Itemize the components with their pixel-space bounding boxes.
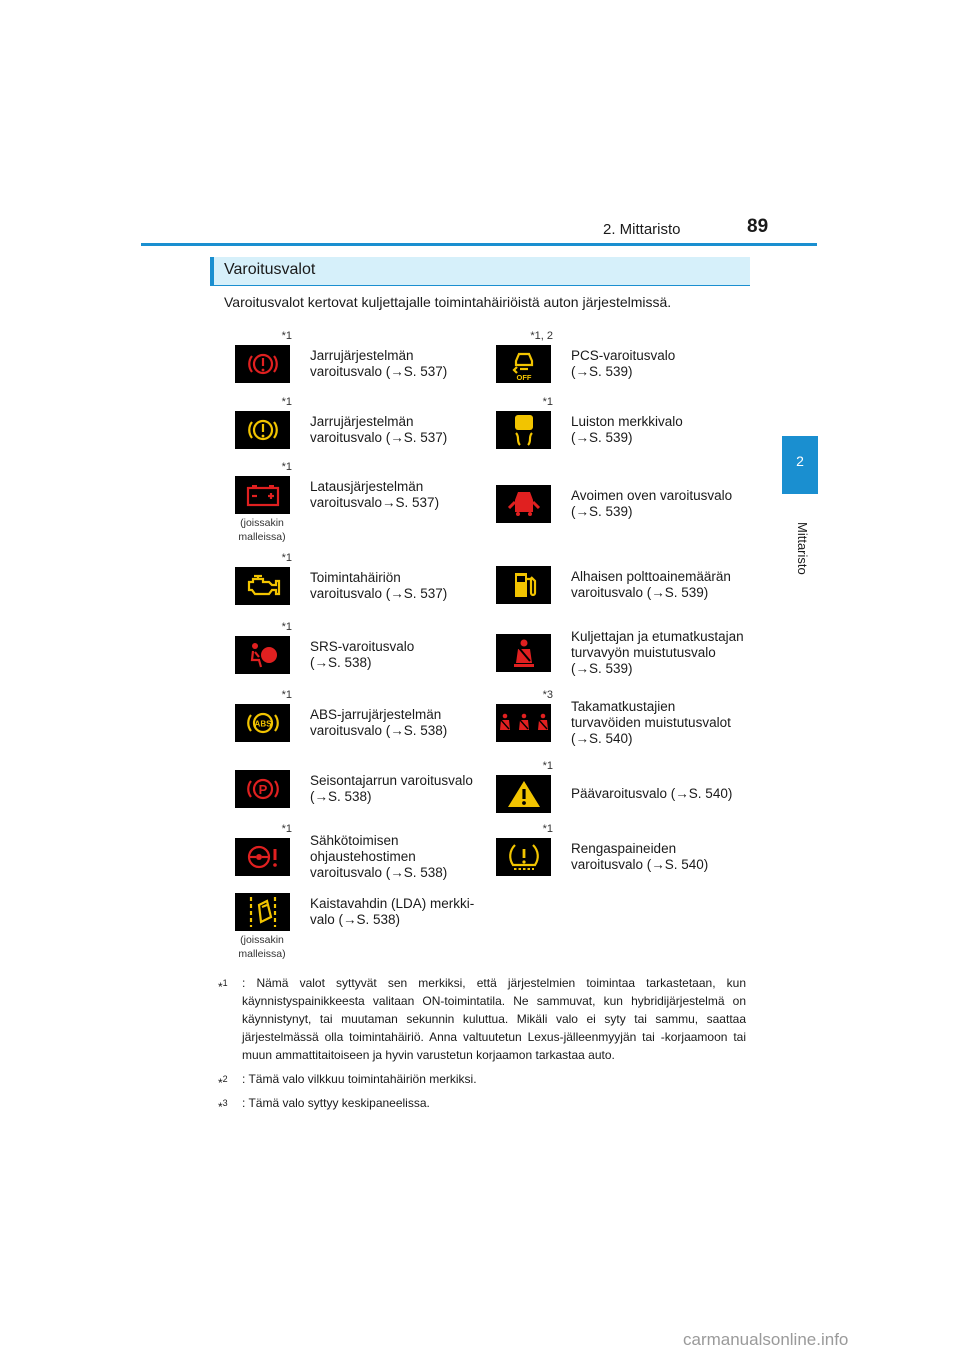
section-header	[210, 257, 750, 286]
footnote-text: : Nämä valot syttyvät sen merkiksi, että järjestelmien toimintaa tarkastetaan, kun käynnistyspainikkeesta valitaan ON-toimintatila. Ne sammuvat, kun hybridijärjestelmä on käynnistynyt, tai muutaman sekunnin kuluttua. Mikäli valo ei syty tai sammu, saattaa järjestelmässä olla toimintahäiriö. Anna valtuutetun Lexus-jälleenmyyjän tai -korjaamoon tai muun ammattitaitoiseen ja hyvin varustetun korjaamon tarkastaa auto.	[242, 976, 746, 1062]
description-line: ABS-jarrujärjestelmän	[310, 707, 442, 722]
description-line: Jarrujärjestelmän	[310, 348, 414, 363]
description-line: varoitusvalo (→S. 539)	[571, 585, 709, 600]
description-line: (→S. 539)	[571, 504, 633, 519]
description-line: (→S. 540)	[571, 731, 633, 746]
footnote-3	[218, 1094, 746, 1112]
footnote-reference: *1	[542, 396, 553, 408]
footnote-2	[218, 1070, 746, 1088]
description-line: Rengaspaineiden	[571, 841, 677, 856]
description-line: Jarrujärjestelmän	[310, 414, 414, 429]
footnotes	[218, 974, 746, 1118]
indicator-description	[310, 896, 474, 928]
brake-circle-icon-tile	[235, 345, 290, 383]
description-line: Päävaroitusvalo (→S. 540)	[571, 786, 733, 801]
svg-text:P: P	[258, 782, 267, 797]
description-line: SRS-varoitusvalo	[310, 639, 415, 654]
description-line: Kuljettajan ja etumatkustajan	[571, 629, 744, 644]
header-rule	[141, 243, 817, 246]
tire-pressure-icon	[506, 841, 542, 873]
fuel-pump-icon-tile	[496, 566, 551, 604]
brake-circle-icon-tile	[235, 411, 290, 449]
description-line: varoitusvalo (→S. 537)	[310, 586, 448, 601]
description-line: varoitusvalo (→S. 537)	[310, 430, 448, 445]
description-line: turvavyön muistutusvalo	[571, 645, 716, 660]
skid-indicator-icon	[508, 413, 540, 447]
footnote-1	[218, 974, 746, 1064]
engine-icon-tile	[235, 567, 290, 605]
seatbelt-icon	[507, 637, 541, 669]
brake-circle-icon	[246, 415, 280, 445]
parking-brake-icon	[245, 774, 281, 804]
footnote-reference: *1	[281, 621, 292, 633]
abs-icon-tile	[235, 704, 290, 742]
chapter-tab-label: Mittaristo	[795, 522, 810, 575]
indicator-description	[310, 707, 447, 739]
description-line: varoitusvalo (→S. 540)	[571, 857, 709, 872]
intro-text: Varoitusvalot kertovat kuljettajalle toimintahäiriöistä auton järjestelmissä.	[224, 294, 672, 310]
airbag-icon-tile	[235, 636, 290, 674]
indicator-description	[571, 348, 675, 380]
indicator-description	[571, 414, 683, 446]
model-availability-note: (joissakin malleissa)	[238, 517, 286, 543]
indicator-description	[310, 639, 414, 671]
description-line: Seisontajarrun varoitusvalo	[310, 773, 473, 788]
description-line: varoitusvalo (→S. 538)	[310, 865, 448, 880]
indicator-description	[571, 488, 732, 520]
tire-pressure-icon-tile	[496, 838, 551, 876]
indicator-description	[571, 786, 732, 802]
engine-icon	[244, 572, 282, 600]
description-line: Sähkötoimisen	[310, 833, 399, 848]
footnote-reference: *1	[542, 823, 553, 835]
description-line: Toimintahäiriön	[310, 570, 401, 585]
indicator-description	[571, 699, 731, 747]
indicator-description	[310, 479, 439, 511]
description-line: Kaistavahdin (LDA) merkki-	[310, 896, 475, 911]
lane-departure-icon	[245, 895, 281, 929]
chapter-tab-number: 2	[796, 453, 804, 469]
description-line: varoitusvalo→S. 537)	[310, 495, 440, 510]
description-line: Luiston merkkivalo	[571, 414, 683, 429]
indicator-description	[310, 414, 447, 446]
footnote-marker: *$^2$	[218, 1074, 228, 1090]
description-line: (→S. 538)	[310, 655, 372, 670]
footnote-reference: *1	[281, 552, 292, 564]
description-line: varoitusvalo (→S. 538)	[310, 723, 448, 738]
description-line: (→S. 538)	[310, 789, 372, 804]
skid-indicator-icon-tile	[496, 411, 551, 449]
seatbelt-icon-tile	[496, 634, 551, 672]
pcs-off-icon	[506, 347, 542, 381]
description-line: Latausjärjestelmän	[310, 479, 424, 494]
indicator-description	[310, 833, 447, 881]
section-title: Varoitusvalot	[224, 261, 316, 278]
open-door-icon-tile	[496, 485, 551, 523]
watermark: carmanualsonline.info	[683, 1330, 849, 1349]
description-line: (→S. 539)	[571, 364, 633, 379]
indicator-description	[310, 348, 447, 380]
footnote-reference: *3	[542, 689, 553, 701]
footnote-reference: *1	[281, 330, 292, 342]
master-warning-icon-tile	[496, 775, 551, 813]
model-availability-note: (joissakin malleissa)	[238, 934, 286, 960]
battery-icon	[245, 482, 281, 508]
header-chapter-title: 2. Mittaristo	[603, 221, 681, 238]
description-line: (→S. 539)	[571, 661, 633, 676]
abs-icon	[245, 708, 281, 738]
footnote-reference: *1	[281, 689, 292, 701]
description-line: (→S. 539)	[571, 430, 633, 445]
footnote-reference: *1	[542, 760, 553, 772]
footnote-text: : Tämä valo vilkkuu toimintahäiriön merkiksi.	[242, 1072, 477, 1086]
description-line: ohjaustehostimen	[310, 849, 416, 864]
airbag-icon	[246, 640, 280, 670]
chapter-tab[interactable]	[782, 436, 818, 494]
description-line: valo (→S. 538)	[310, 912, 401, 927]
indicator-description	[310, 570, 447, 602]
brake-circle-icon	[246, 349, 280, 379]
description-line: turvavöiden muistutusvalot	[571, 715, 731, 730]
power-steering-icon-tile	[235, 838, 290, 876]
master-warning-icon	[506, 778, 542, 810]
footnote-reference: *1	[281, 823, 292, 835]
svg-text:OFF: OFF	[516, 373, 531, 381]
indicator-description	[571, 629, 744, 677]
battery-icon-tile	[235, 476, 290, 514]
parking-brake-icon-tile	[235, 770, 290, 808]
svg-text:ABS: ABS	[254, 719, 271, 729]
lane-departure-icon-tile	[235, 893, 290, 931]
description-line: Takamatkustajien	[571, 699, 676, 714]
footnote-marker: *$^3$	[218, 1098, 228, 1114]
indicator-description	[310, 773, 473, 805]
description-line: varoitusvalo (→S. 537)	[310, 364, 448, 379]
rear-seatbelt-icon-tile	[496, 704, 551, 742]
fuel-pump-icon	[509, 569, 539, 601]
footnote-reference: *1	[281, 396, 292, 408]
footnote-reference: *1, 2	[530, 330, 553, 342]
indicator-description	[571, 569, 731, 601]
power-steering-icon	[244, 843, 282, 871]
page-number: 89	[747, 216, 769, 237]
open-door-icon	[507, 488, 541, 520]
indicator-description	[571, 841, 708, 873]
footnote-marker: *$^1$	[218, 978, 228, 994]
footnote-reference: *1	[281, 461, 292, 473]
description-line: Alhaisen polttoainemäärän	[571, 569, 731, 584]
rear-seatbelt-icon	[496, 708, 552, 738]
description-line: Avoimen oven varoitusvalo	[571, 488, 733, 503]
footnote-text: : Tämä valo syttyy keskipaneelissa.	[242, 1096, 430, 1110]
pcs-off-icon-tile	[496, 345, 551, 383]
description-line: PCS-varoitusvalo	[571, 348, 676, 363]
